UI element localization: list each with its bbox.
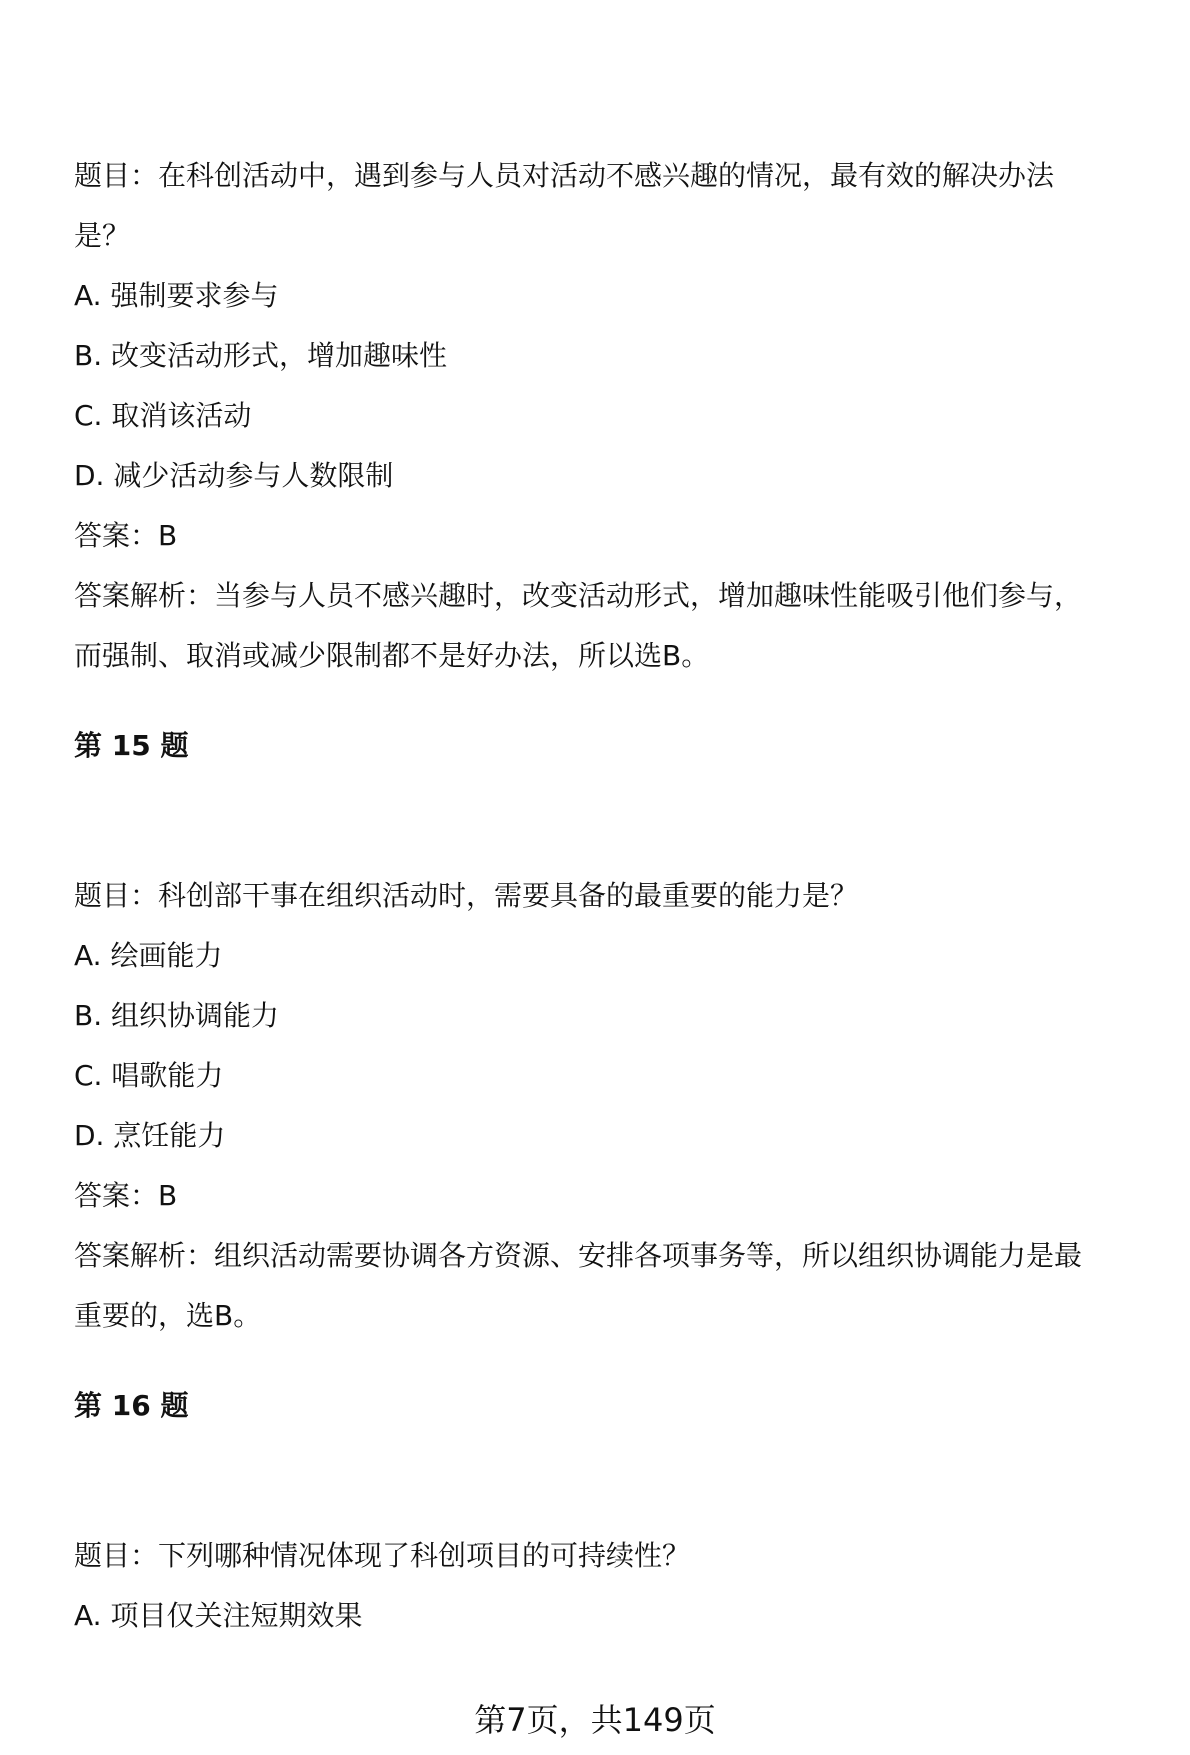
- q14-analysis-line1: 答案解析：当参与人员不感兴趣时，改变活动形式，增加趣味性能吸引他们参与，: [74, 579, 1083, 612]
- q16-question: 题目：下列哪种情况体现了科创项目的可持续性？: [74, 1539, 691, 1572]
- page-number-footer: 第7页，共149页: [474, 1701, 716, 1739]
- q15-option-b: B. 组织协调能力: [74, 999, 280, 1032]
- q14-answer: 答案：B: [74, 519, 178, 552]
- q15-option-c: C. 唱歌能力: [74, 1059, 224, 1092]
- q15-analysis-line1: 答案解析：组织活动需要协调各方资源、安排各项事务等，所以组织协调能力是最: [74, 1239, 1083, 1272]
- q14-question-line1: 题目：在科创活动中，遇到参与人员对活动不感兴趣的情况，最有效的解决办法: [74, 159, 1055, 192]
- q16-heading: 第 16 题: [74, 1389, 189, 1422]
- q14-option-a: A. 强制要求参与: [74, 279, 279, 312]
- q15-option-a: A. 绘画能力: [74, 939, 223, 972]
- q14-question-line2: 是？: [74, 219, 131, 252]
- q16-option-a: A. 项目仅关注短期效果: [74, 1599, 363, 1632]
- q14-analysis-line2: 而强制、取消或减少限制都不是好办法，所以选B。: [74, 639, 710, 672]
- q14-option-c: C. 取消该活动: [74, 399, 252, 432]
- q15-analysis-line2: 重要的，选B。: [74, 1299, 262, 1332]
- q15-question: 题目：科创部干事在组织活动时，需要具备的最重要的能力是？: [74, 879, 859, 912]
- q14-option-d: D. 减少活动参与人数限制: [74, 459, 394, 492]
- q14-option-b: B. 改变活动形式，增加趣味性: [74, 339, 448, 372]
- q15-answer: 答案：B: [74, 1179, 178, 1212]
- q15-heading: 第 15 题: [74, 729, 189, 762]
- q15-option-d: D. 烹饪能力: [74, 1119, 226, 1152]
